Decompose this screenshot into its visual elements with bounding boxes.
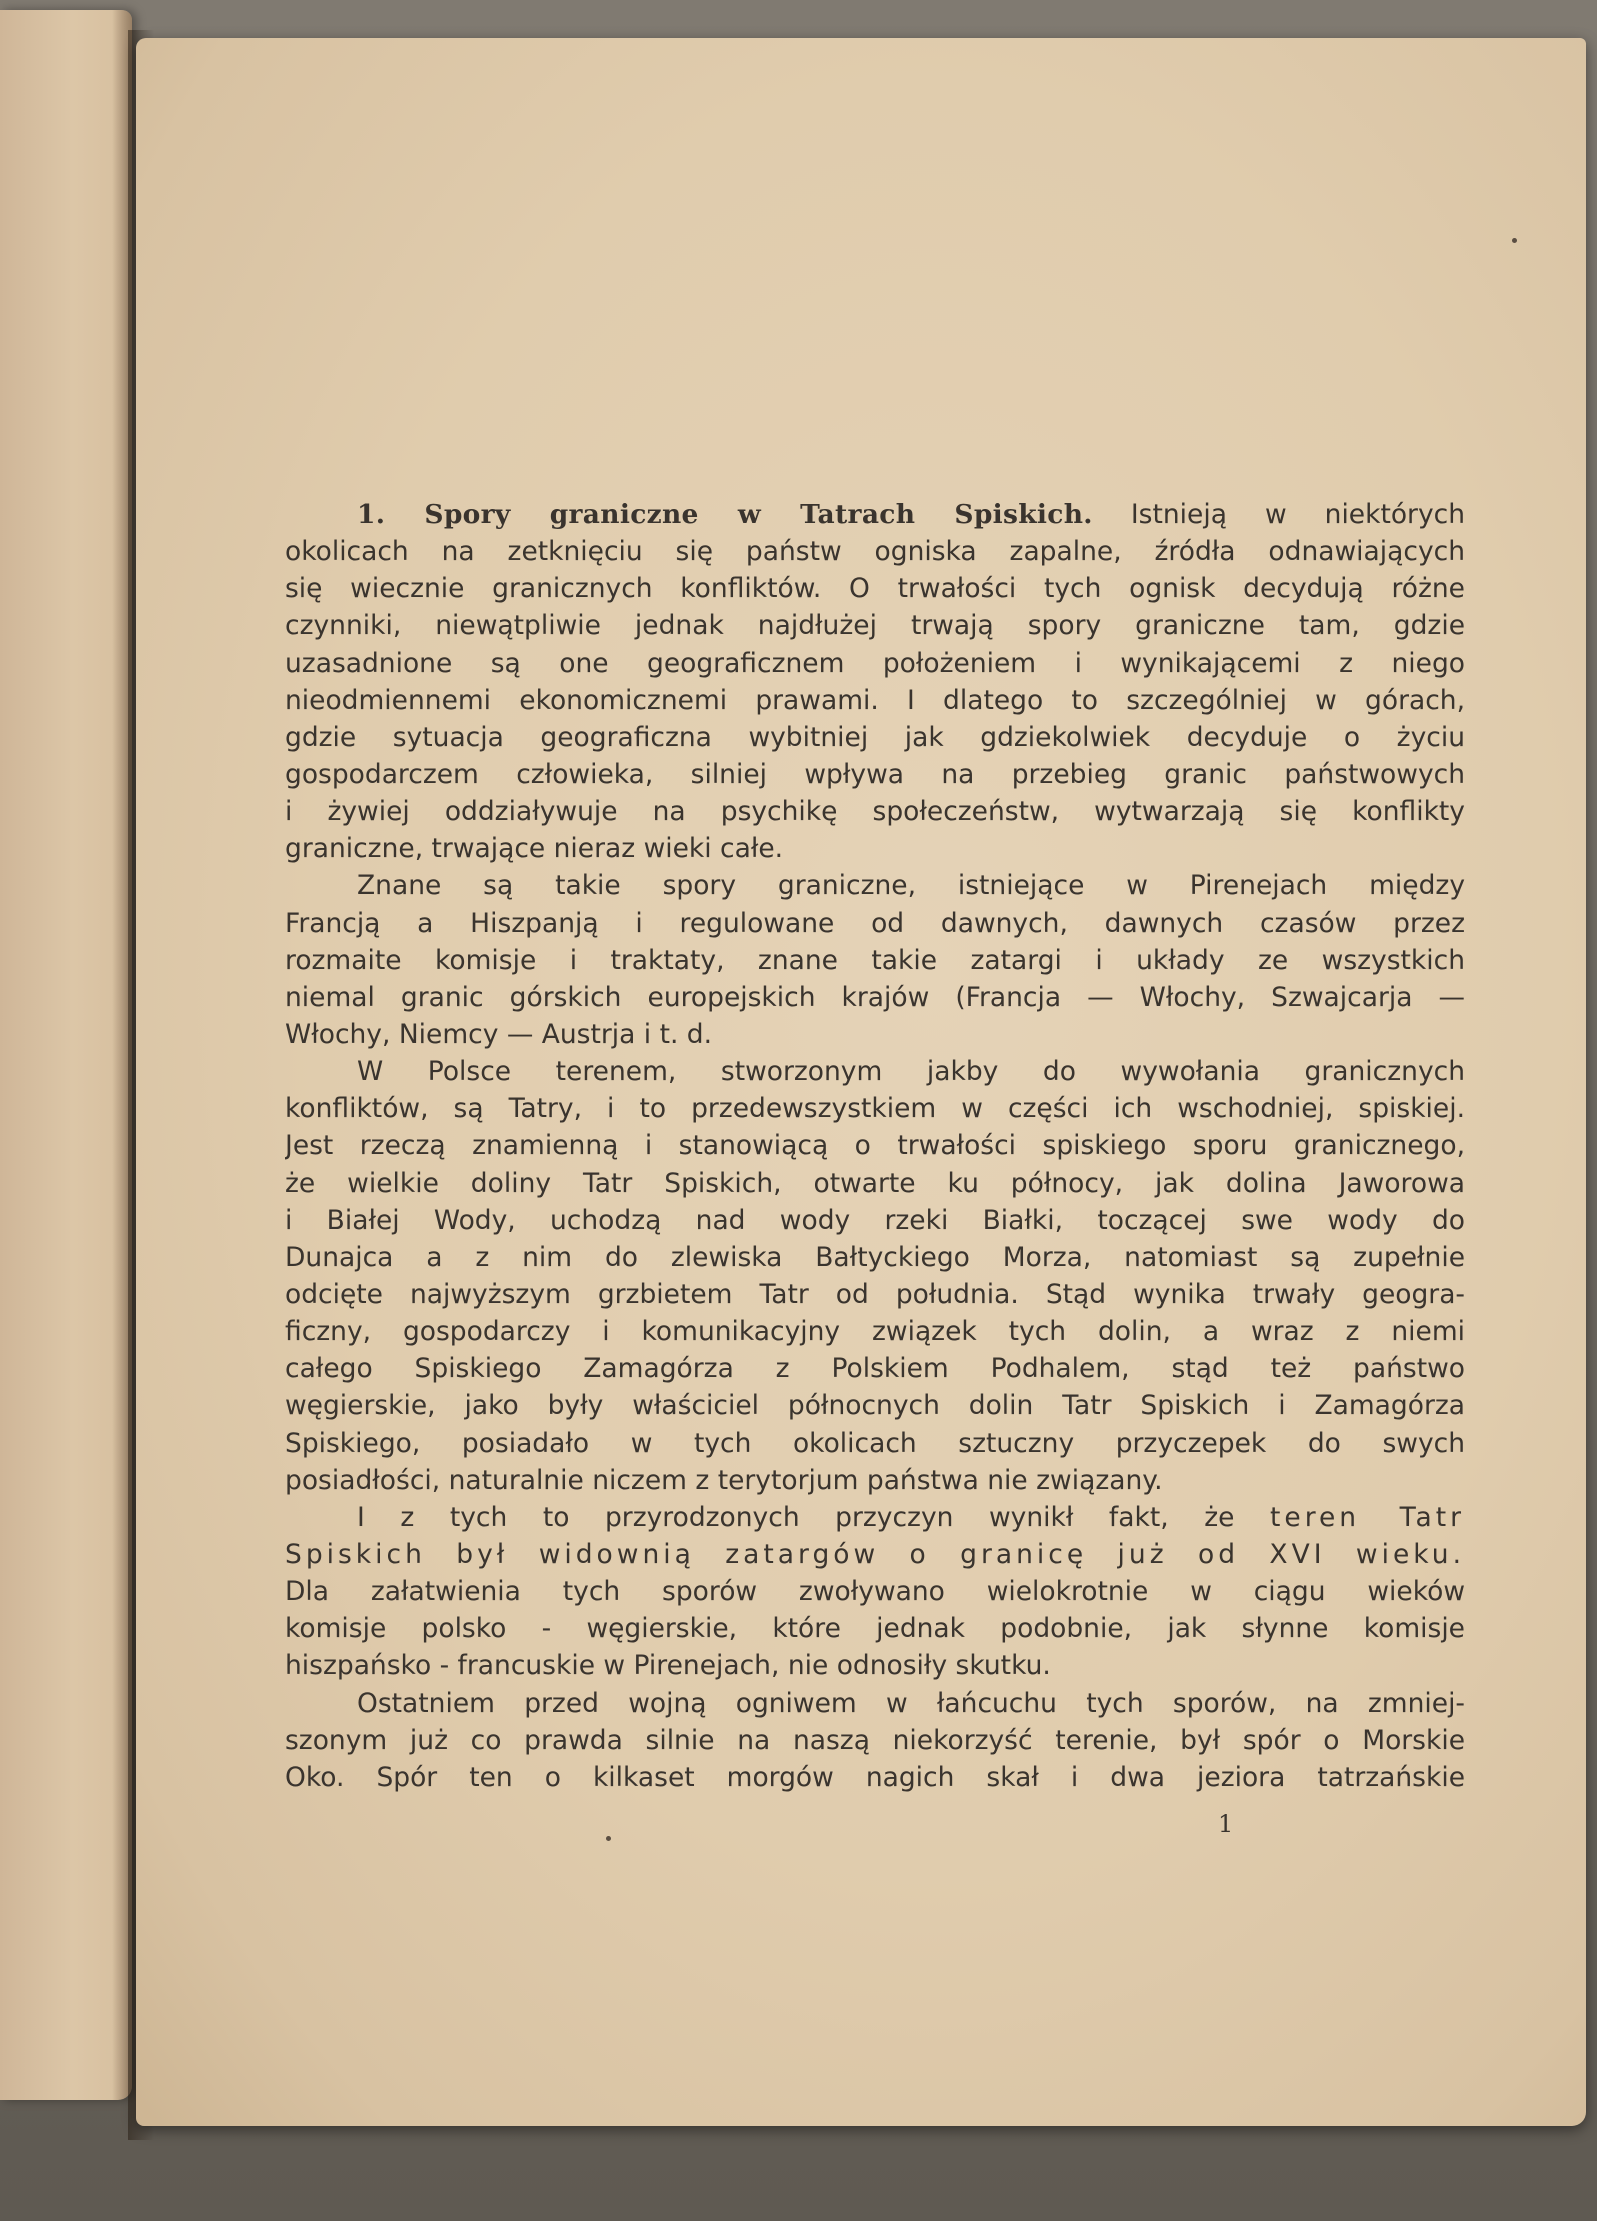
text-line	[285, 496, 1465, 533]
spaced-emphasis: teren Tatr	[1270, 1501, 1465, 1533]
text-line: hiszpańsko - francuskie w Pirenejach, nie odnosiły skutku.	[285, 1650, 1051, 1682]
text-line: Dunajca a z nim do zlewiska Bałtyckiego Morza, natomiast są zupełnie	[285, 1241, 1465, 1273]
paper-speck	[1512, 238, 1517, 243]
line-text: Istnieją w niektórych	[1130, 499, 1465, 530]
facing-page-edge	[0, 10, 132, 2100]
text-line: konfliktów, są Tatry, i to przedewszystkiem w części ich wschodniej, spiskiej.	[285, 1093, 1465, 1125]
document-page	[136, 38, 1586, 2126]
body-text	[285, 496, 1465, 1796]
section-heading: 1. Spory graniczne w Tatrach Spiskich.	[357, 499, 1093, 530]
text-line: całego Spiskiego Zamagórza z Polskiem Podhalem, stąd też państwo	[285, 1353, 1465, 1385]
text-line: odcięte najwyższym grzbietem Tatr od południa. Stąd wynika trwały geogra-	[285, 1278, 1465, 1310]
text-line: Włochy, Niemcy — Austrja i t. d.	[285, 1018, 713, 1050]
text-line: uzasadnione są one geograficznem położeniem i wynikającemi z niego	[285, 647, 1465, 679]
text-line: węgierskie, jako były właściciel północnych dolin Tatr Spiskich i Zamagórza	[285, 1390, 1465, 1422]
text-line: się wiecznie granicznych konfliktów. O trwałości tych ognisk decydują różne	[285, 573, 1465, 605]
text-line: komisje polsko - węgierskie, które jednak podobnie, jak słynne komisje	[285, 1613, 1465, 1645]
text-line: W Polsce terenem, stworzonym jakby do wywołania granicznych	[357, 1056, 1465, 1088]
text-line: szonym już co prawda silnie na naszą niekorzyść terenie, był spór o Morskie	[285, 1724, 1465, 1756]
text-line: Oko. Spór ten o kilkaset morgów nagich skał i dwa jeziora tatrzańskie	[285, 1761, 1465, 1793]
text-line: Jest rzeczą znamienną i stanowiącą o trwałości spiskiego sporu granicznego,	[285, 1130, 1465, 1162]
text-line	[285, 1499, 1465, 1536]
text-line: Dla załatwienia tych sporów zwoływano wielokrotnie w ciągu wieków	[285, 1576, 1465, 1608]
text-line: ficzny, gospodarczy i komunikacyjny związek tych dolin, a wraz z niemi	[285, 1316, 1465, 1348]
text-line: Francją a Hiszpanją i regulowane od dawnych, dawnych czasów przez	[285, 907, 1465, 939]
spaced-emphasis: Spiskich był widownią zatargów o granicę już od XVI wieku.	[285, 1538, 1465, 1570]
text-line: gospodarczem człowieka, silniej wpływa na przebieg granic państwowych	[285, 758, 1465, 790]
page-number: 1	[1218, 1810, 1234, 1838]
text-line: Znane są takie spory graniczne, istniejące w Pirenejach między	[357, 870, 1465, 902]
text-line: rozmaite komisje i traktaty, znane takie zatargi i układy ze wszystkich	[285, 944, 1465, 976]
text-line: i żywiej oddziaływuje na psychikę społeczeństw, wytwarzają się konflikty	[285, 796, 1465, 828]
text-line: nieodmiennemi ekonomicznemi prawami. I dlatego to szczególniej w górach,	[285, 684, 1465, 716]
text-line: niemal granic górskich europejskich krajów (Francja — Włochy, Szwajcarja —	[285, 981, 1465, 1013]
text-line: czynniki, niewątpliwie jednak najdłużej trwają spory graniczne tam, gdzie	[285, 610, 1465, 642]
text-line: posiadłości, naturalnie niczem z terytorjum państwa nie związany.	[285, 1464, 1163, 1496]
text-line: i Białej Wody, uchodzą nad wody rzeki Białki, toczącej swe wody do	[285, 1204, 1465, 1236]
text-line: graniczne, trwające nieraz wieki całe.	[285, 833, 784, 865]
text-line: gdzie sytuacja geograficzna wybitniej jak gdziekolwiek decyduje o życiu	[285, 721, 1465, 753]
text-line	[285, 1536, 1465, 1573]
text-line: Spiskiego, posiadało w tych okolicach sztuczny przyczepek do swych	[285, 1427, 1465, 1459]
text-line: okolicach na zetknięciu się państw ogniska zapalne, źródła odnawiających	[285, 536, 1465, 568]
paper-speck	[606, 1836, 611, 1841]
line-text: I z tych to przyrodzonych przyczyn wynikł fakt, że	[357, 1501, 1235, 1533]
text-line: że wielkie doliny Tatr Spiskich, otwarte ku północy, jak dolina Jaworowa	[285, 1167, 1465, 1199]
text-line: Ostatniem przed wojną ogniwem w łańcuchu tych sporów, na zmniej-	[357, 1687, 1465, 1719]
